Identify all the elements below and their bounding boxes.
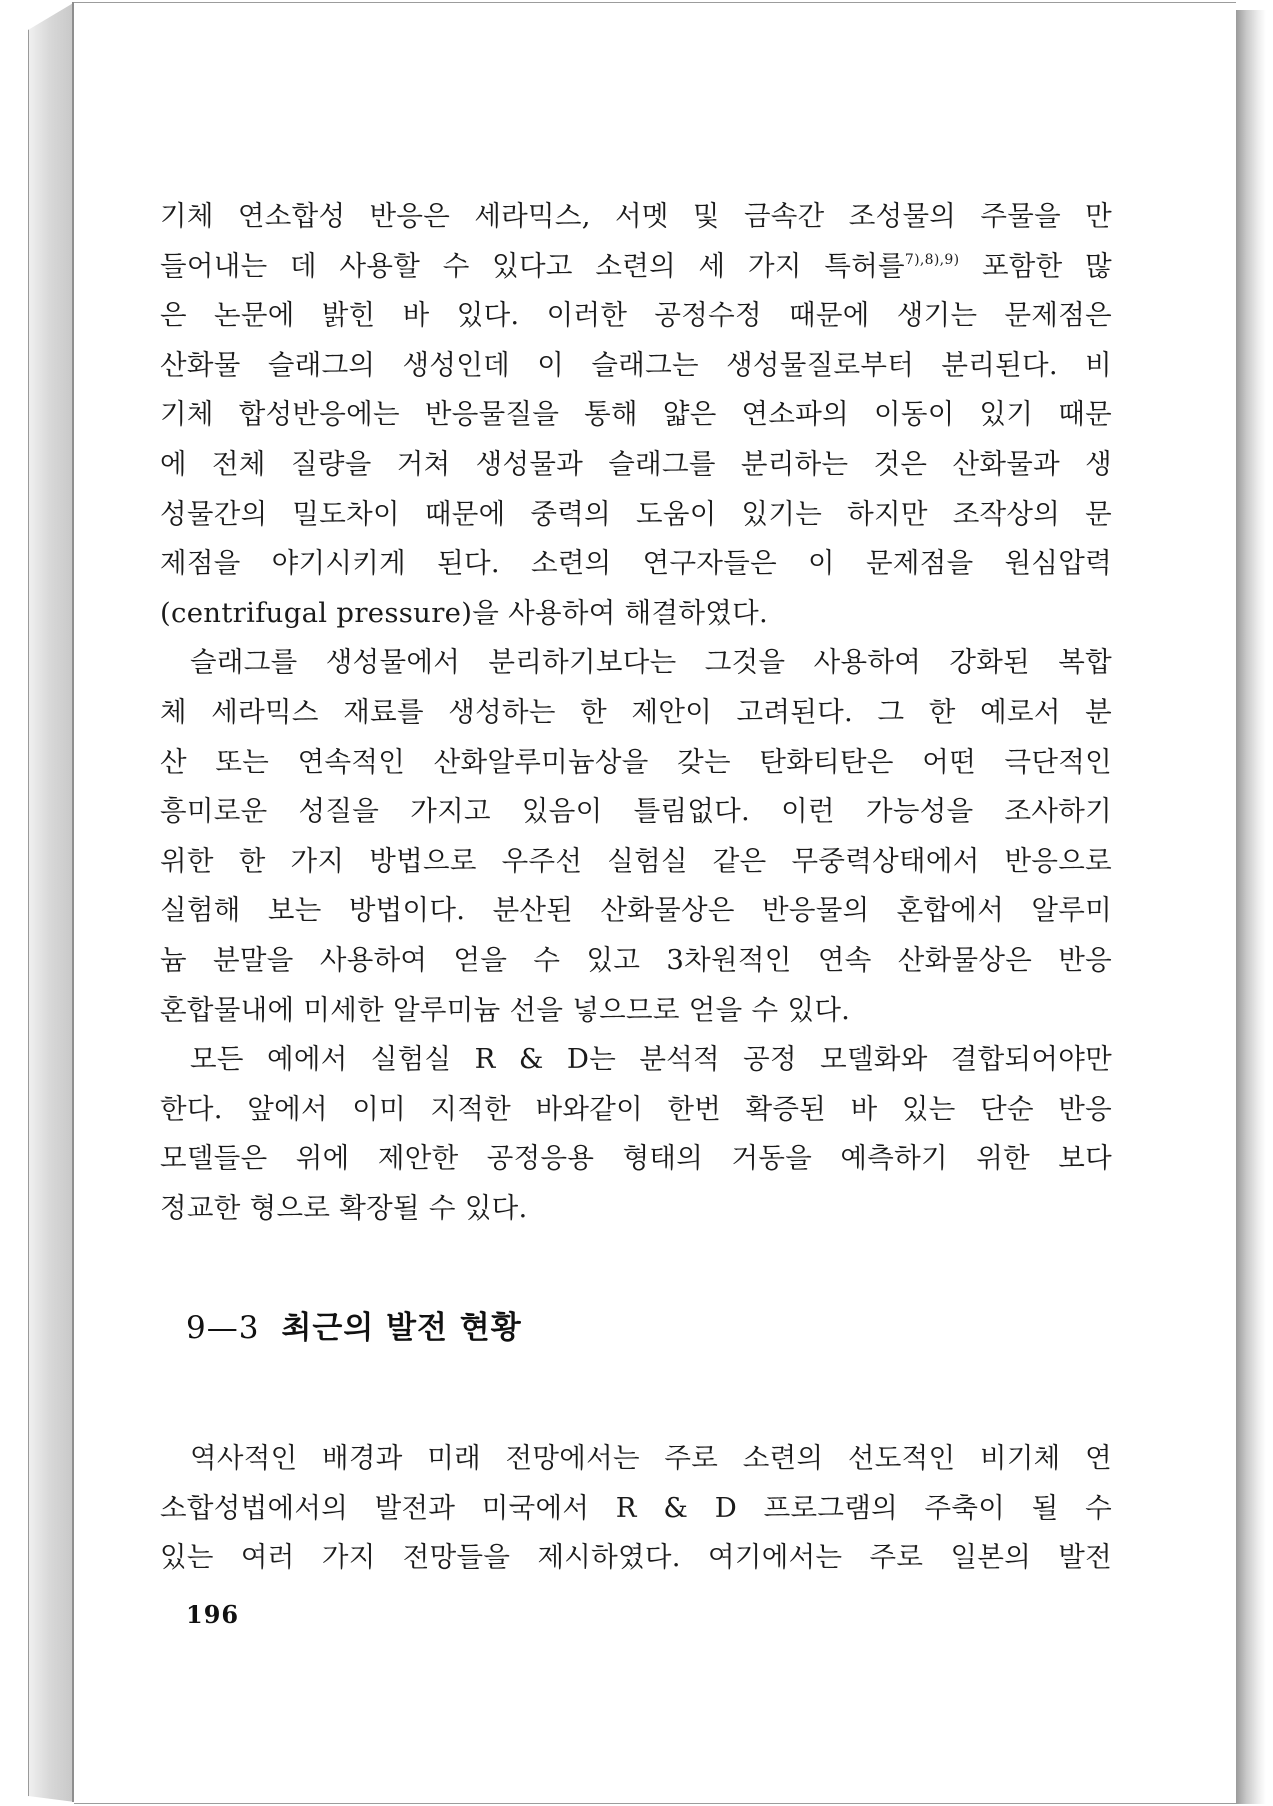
text-line: 은 논문에 밝힌 바 있다. 이러한 공정수정 때문에 생기는 문제점은 [160,299,1112,332]
text-line: 소합성법에서의 발전과 미국에서 R & D 프로그램의 주축이 될 수 [160,1491,1112,1524]
text-line: 기체 연소합성 반응은 세라믹스, 서멧 및 금속간 조성물의 주물을 만 [160,200,1112,232]
text-line: 한다. 앞에서 이미 지적한 바와같이 한번 확증된 바 있는 단순 반응 [160,1092,1112,1125]
text-line: 있는 여러 가지 전망들을 제시하였다. 여기에서는 주로 일본의 발전 [160,1541,1112,1574]
text-line: 늄 분말을 사용하여 얻을 수 있고 3차원적인 연속 산화물상은 반응 [160,943,1112,976]
text-line: (centrifugal pressure)을 사용하여 해결하였다. [160,596,769,629]
book-spine [28,2,75,1802]
text-line: 위한 한 가지 방법으로 우주선 실험실 같은 무중력상태에서 반응으로 [160,844,1112,877]
text-fragment: 들어내는 데 사용할 수 있다고 소련의 세 가지 특허를 [160,249,905,282]
text-line: 역사적인 배경과 미래 전망에서는 주로 소련의 선도적인 비기체 연 [190,1442,1112,1474]
page-number: 196 [186,1600,240,1629]
page-shadow [1236,10,1266,1804]
section-number: 9—3 [186,1310,260,1346]
reference-superscript: 7),8),9) [904,251,960,268]
text-line: 실험해 보는 방법이다. 분산된 산화물상은 반응물의 혼합에서 알루미 [160,894,1112,927]
text-line: 기체 합성반응에는 반응물질을 통해 얇은 연소파의 이동이 있기 때문 [160,398,1112,431]
text-line [160,242,1112,292]
text-line: 제점을 야기시키게 된다. 소련의 연구자들은 이 문제점을 원심압력 [160,547,1112,580]
text-line: 슬래그를 생성물에서 분리하기보다는 그것을 사용하여 강화된 복합 [190,646,1112,679]
text-line: 에 전체 질량을 거쳐 생성물과 슬래그를 분리하는 것은 산화물과 생 [160,447,1112,480]
section-heading [186,1302,522,1347]
text-line: 산화물 슬래그의 생성인데 이 슬래그는 생성물질로부터 분리된다. 비 [160,348,1112,381]
text-line: 체 세라믹스 재료를 생성하는 한 제안이 고려된다. 그 한 예로서 분 [160,695,1112,728]
text-line: 산 또는 연속적인 산화알루미늄상을 갖는 탄화티탄은 어떤 극단적인 [160,745,1112,778]
text-line: 흥미로운 성질을 가지고 있음이 틀림없다. 이런 가능성을 조사하기 [160,795,1112,828]
text-line: 모든 예에서 실험실 R & D는 분석적 공정 모델화와 결합되어야만 [190,1043,1112,1076]
text-fragment: 포함한 많 [959,249,1112,282]
body-text-top [160,192,1112,1233]
text-line: 혼합물내에 미세한 알루미늄 선을 넣으므로 얻을 수 있다. [160,993,851,1026]
text-line: 모델들은 위에 제안한 공정응용 형태의 거동을 예측하기 위한 보다 [160,1142,1112,1175]
section-title: 최근의 발전 현황 [281,1310,522,1346]
body-text-bottom [160,1434,1112,1583]
text-line: 성물간의 밀도차이 때문에 중력의 도움이 있기는 하지만 조작상의 문 [160,497,1112,530]
text-line: 정교한 형으로 확장될 수 있다. [160,1191,528,1224]
